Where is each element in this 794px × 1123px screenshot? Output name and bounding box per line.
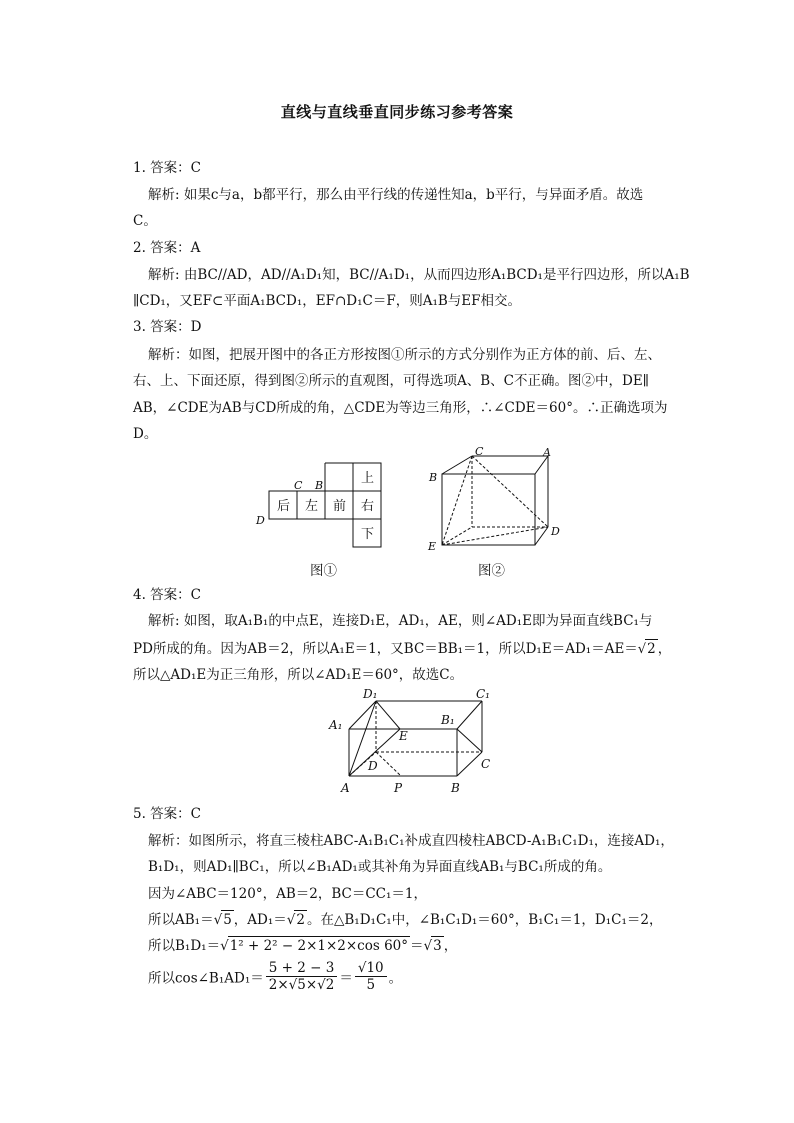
- net-face-top: 上: [361, 471, 375, 486]
- sqrt-expression: 1² + 2² − 2×1×2×cos 60°: [229, 938, 409, 954]
- q3-explanation-line3: AB，∠CDE为AB与CD所成的角，△CDE为等边三角形，∴∠CDE＝60°。∴正确选项为: [133, 400, 668, 416]
- prism-point-d1: D₁: [363, 687, 378, 701]
- page-title: 直线与直线垂直同步练习参考答案: [280, 103, 514, 121]
- q5-line5-text: 所以B₁D₁＝: [148, 938, 221, 954]
- fraction-2-denominator: 5: [366, 977, 376, 993]
- net-point-c: C: [294, 479, 303, 492]
- prism-point-c1: C₁: [476, 687, 490, 701]
- figure2-label: 图②: [478, 563, 505, 579]
- q5-line4-text-c: 。在△B₁D₁C₁中，∠B₁C₁D₁＝60°，B₁C₁＝1，D₁C₁＝2，: [307, 912, 663, 928]
- sqrt2-value: 2: [647, 641, 656, 657]
- net-point-b: B: [315, 479, 324, 492]
- sqrt2-value-2: 2: [296, 912, 305, 928]
- q4-line2-end: ，: [657, 641, 672, 657]
- q4-answer: 4. 答案：C: [133, 587, 202, 603]
- prism-point-e: E: [399, 729, 408, 743]
- q1-explanation-line2: C。: [133, 213, 157, 229]
- q2-answer: 2. 答案：A: [133, 240, 201, 256]
- q5-explanation-line6: [148, 960, 402, 993]
- sqrt5-value: 5: [223, 912, 232, 928]
- q5-line5-eq: ＝: [410, 938, 424, 954]
- prism-point-p: P: [394, 781, 403, 795]
- q3-explanation-line1: 解析：如图，把展开图中的各正方形按图①所示的方式分别作为正方体的前、后、左、: [148, 347, 661, 363]
- q4-line2-text: PD所成的角。因为AB＝2，所以A₁E＝1，又BC＝BB₁＝1，所以D₁E＝AD₁＝AE＝: [133, 641, 638, 657]
- fraction-1-denominator: 2×√5×√2: [268, 977, 335, 993]
- q5-explanation-line2: B₁D₁，则AD₁∥BC₁，所以∠B₁AD₁或其补角为异面直线AB₁与BC₁所成的角。: [148, 859, 612, 875]
- prism-point-b: B: [451, 781, 460, 795]
- cube-point-d: D: [551, 525, 560, 538]
- q3-answer: 3. 答案：D: [133, 319, 202, 335]
- q5-explanation-line3: 因为∠ABC＝120°，AB＝2，BC＝CC₁＝1，: [148, 886, 427, 902]
- figure-prism: [326, 684, 506, 796]
- prism-point-a: A: [341, 781, 350, 795]
- fraction-2-numerator: √10: [355, 960, 387, 977]
- figure-cube: [424, 444, 564, 554]
- fraction-1-numerator: 5 + 2 − 3: [266, 960, 338, 977]
- net-face-right: 右: [361, 499, 375, 514]
- net-face-front: 前: [333, 499, 347, 514]
- fraction-2: [355, 960, 387, 993]
- cube-point-c: C: [475, 445, 484, 458]
- q4-explanation-line1: 解析: 如图，取A₁B₁的中点E，连接D₁E，AD₁，AE，则∠AD₁E即为异面直线BC₁与: [148, 613, 653, 629]
- prism-point-c: C: [481, 757, 491, 771]
- prism-point-d: D: [368, 759, 378, 773]
- q4-explanation-line2: PD所成的角。因为AB＝2，所以A₁E＝1，又BC＝BB₁＝1，所以D₁E＝AD₁＝AE＝√2 ，: [133, 641, 672, 657]
- q5-answer: 5. 答案：C: [133, 806, 202, 822]
- q5-line5-end: ，: [443, 938, 458, 954]
- cube-point-e: E: [428, 540, 437, 553]
- q5-line4-text-b: ，AD₁＝: [233, 912, 287, 928]
- q5-explanation-line4: 所以AB₁＝√5 ，AD₁＝√2 。在△B₁D₁C₁中，∠B₁C₁D₁＝60°，B₁C₁＝1，D₁C₁＝2，: [148, 912, 663, 928]
- q3-explanation-line2: 右、上、下面还原，得到图②所示的直观图，可得选项A、B、C不正确。图②中，DE∥: [133, 373, 649, 389]
- figure-cube-net: [252, 458, 392, 550]
- q2-explanation-line1: 解析: 由BC//AD，AD//A₁D₁知，BC//A₁D₁，从而四边形A₁BCD₁是平行四边形，所以A₁B: [148, 267, 690, 283]
- net-face-bottom: 下: [361, 527, 375, 542]
- net-point-d: D: [256, 514, 265, 527]
- figure1-label: 图①: [310, 563, 337, 579]
- q5-explanation-line5: 所以B₁D₁＝√1² + 2² − 2×1×2×cos 60° ＝√3 ，: [148, 938, 458, 954]
- q5-explanation-line1: 解析：如图所示，将直三棱柱ABC-A₁B₁C₁补成直四棱柱ABCD-A₁B₁C₁D₁，连接AD₁，: [148, 833, 674, 849]
- q1-answer: 1. 答案：C: [133, 160, 202, 176]
- q5-line6-eq: ＝: [339, 970, 353, 987]
- q5-line6-end: 。: [388, 970, 403, 987]
- cube-point-b: B: [429, 471, 438, 484]
- q4-explanation-line3: 所以△AD₁E为正三角形，所以∠AD₁E＝60°，故选C。: [133, 667, 464, 683]
- prism-point-a1: A₁: [329, 718, 343, 732]
- fraction-1: [266, 960, 338, 993]
- q3-explanation-line4: D。: [133, 426, 158, 442]
- prism-point-b1: B₁: [441, 713, 455, 727]
- q5-line6-text: 所以cos∠B₁AD₁＝: [148, 970, 264, 987]
- net-face-back: 后: [277, 499, 291, 514]
- q1-explanation-line1: 解析: 如果c与a，b都平行，那么由平行线的传递性知a，b平行，与异面矛盾。故选: [148, 187, 644, 203]
- sqrt3-value: 3: [433, 938, 442, 954]
- q2-explanation-line2: ∥CD₁，又EF⊂平面A₁BCD₁，EF∩D₁C＝F，则A₁B与EF相交。: [133, 293, 521, 309]
- net-face-left: 左: [305, 499, 319, 514]
- q5-line4-text-a: 所以AB₁＝: [148, 912, 214, 928]
- cube-point-a: A: [543, 446, 551, 459]
